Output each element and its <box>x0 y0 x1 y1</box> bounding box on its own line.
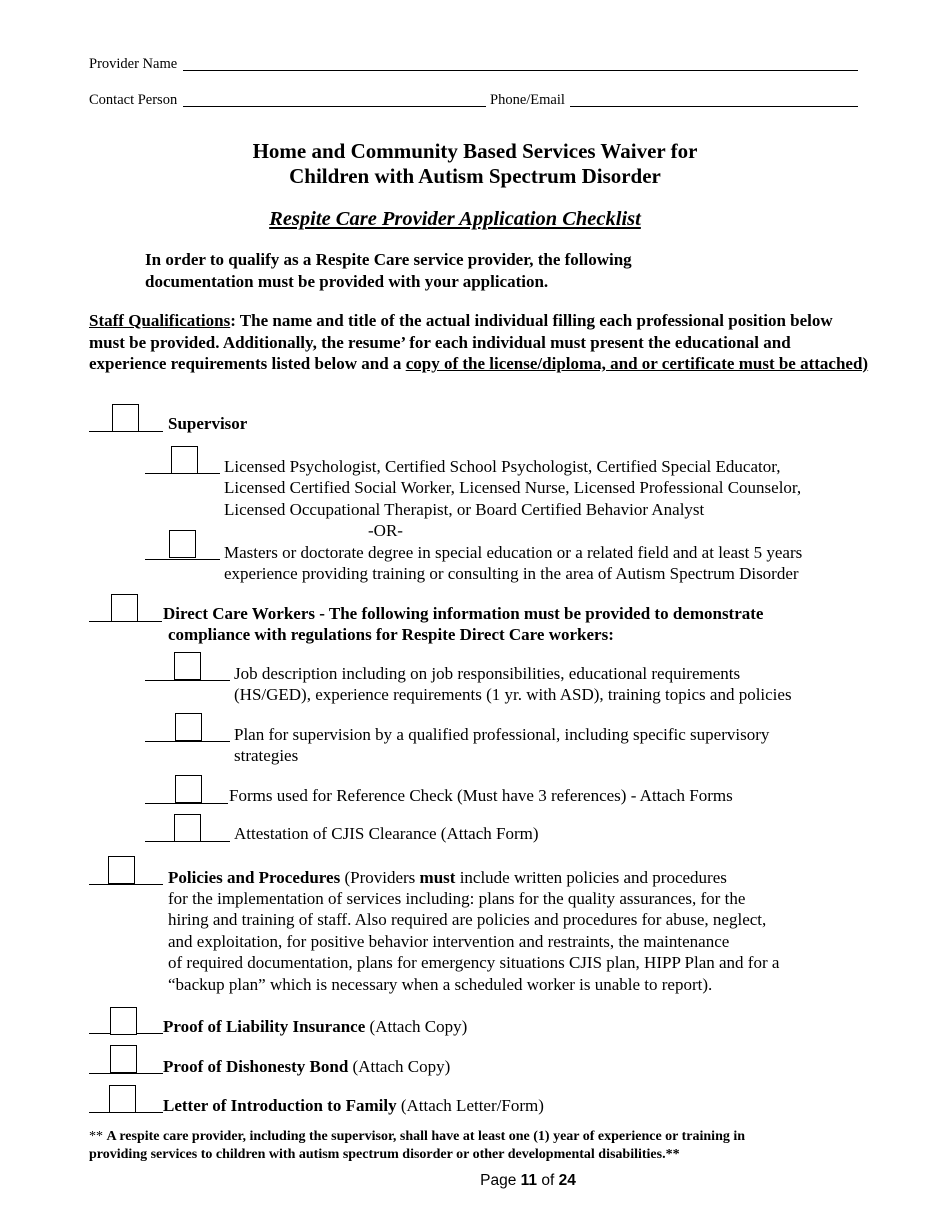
supervisor-option1-line-1: Licensed Psychologist, Certified School Psychologist, Certified Special Educator, <box>224 457 781 476</box>
dc-item4-checkbox[interactable] <box>174 814 201 842</box>
staff-qualifications-paragraph: Staff Qualifications: The name and title of the actual individual filling each professional position below must be provided. Additionally, the resume’ for each individual must present the educational and experience requirements listed below and a copy of the license/diploma, and or certificate must be attached) <box>89 311 869 373</box>
policies-line-2: for the implementation of services including: plans for the quality assurances, for the <box>168 889 746 908</box>
policies-line-4: and exploitation, for positive behavior intervention and restraints, the maintenance <box>168 932 730 951</box>
supervisor-label: Supervisor <box>168 414 248 433</box>
dc-item2-line-1: Plan for supervision by a qualified professional, including specific supervisory <box>234 725 770 744</box>
contact-person-label: Contact Person <box>89 92 178 108</box>
page-number: Page 11 of 24 <box>480 1172 576 1189</box>
policies-line-3: hiring and training of staff. Also required are policies and procedures for abuse, neglect, <box>168 910 767 929</box>
page-title-line-1: Home and Community Based Services Waiver for <box>252 139 698 163</box>
dc-item1-checkbox[interactable] <box>174 652 201 680</box>
provider-name-label: Provider Name <box>89 56 178 72</box>
supervisor-option1-line-3: Licensed Occupational Therapist, or Board Certified Behavior Analyst <box>224 500 705 519</box>
footnote-line-2: providing services to children with autism spectrum disorder or other developmental disabilities.** <box>89 1147 680 1162</box>
footnote: ** A respite care provider, including the supervisor, shall have at least one (1) year of experience or training in <box>89 1129 746 1144</box>
dc-item2-checkbox[interactable] <box>175 713 202 741</box>
dc-item1-line-2: (HS/GED), experience requirements (1 yr. with ASD), training topics and policies <box>234 685 792 704</box>
staff-qualifications-heading: Staff Qualifications <box>89 311 231 330</box>
policies-line-5: of required documentation, plans for emergency situations CJIS plan, HIPP Plan and for a <box>168 953 780 972</box>
phone-email-label: Phone/Email <box>490 92 565 108</box>
supervisor-checkbox[interactable] <box>112 404 139 432</box>
letter-intro-label: Letter of Introduction to Family (Attach Letter/Form) <box>163 1096 544 1115</box>
proof-bond-checkbox[interactable] <box>110 1045 137 1073</box>
proof-bond-blank-line <box>89 1073 163 1074</box>
direct-care-line-1: Direct Care Workers - The following information must be provided to demonstrate <box>163 604 764 623</box>
dc-item4-line-1: Attestation of CJIS Clearance (Attach Form) <box>234 824 539 843</box>
proof-bond-label: Proof of Dishonesty Bond (Attach Copy) <box>163 1057 451 1076</box>
supervisor-option2-line-2: experience providing training or consulting in the area of Autism Spectrum Disorder <box>224 564 799 583</box>
contact-person-field[interactable] <box>183 106 486 107</box>
dc-item3-line-1: Forms used for Reference Check (Must have 3 references) - Attach Forms <box>229 786 733 805</box>
dc-item2-line-2: strategies <box>234 746 299 765</box>
dc-item3-checkbox[interactable] <box>175 775 202 803</box>
page-title-line-2: Children with Autism Spectrum Disorder <box>289 164 661 188</box>
provider-name-field[interactable] <box>183 70 858 71</box>
proof-liability-label: Proof of Liability Insurance (Attach Copy) <box>163 1017 468 1036</box>
proof-liability-checkbox[interactable] <box>110 1007 137 1035</box>
direct-care-line-2: compliance with regulations for Respite Direct Care workers: <box>168 625 614 644</box>
supervisor-or-separator: -OR- <box>368 521 403 540</box>
intro-line-2: documentation must be provided with your application. <box>145 272 549 291</box>
supervisor-option2-line-1: Masters or doctorate degree in special education or a related field and at least 5 years <box>224 543 803 562</box>
policies-line-1: Policies and Procedures (Providers must include written policies and procedures <box>168 868 727 887</box>
supervisor-option1-checkbox[interactable] <box>171 446 198 474</box>
checklist-subtitle: Respite Care Provider Application Checklist <box>269 208 641 230</box>
dc-item2-blank-line <box>145 741 230 742</box>
policies-line-6: “backup plan” which is necessary when a scheduled worker is unable to report). <box>168 975 713 994</box>
dc-item3-blank-line <box>145 803 228 804</box>
supervisor-option1-line-2: Licensed Certified Social Worker, Licensed Nurse, Licensed Professional Counselor, <box>224 478 802 497</box>
supervisor-option2-checkbox[interactable] <box>169 530 196 558</box>
policies-checkbox[interactable] <box>108 856 135 884</box>
dc-item1-blank-line <box>145 680 230 681</box>
dc-item1-line-1: Job description including on job responsibilities, educational requirements <box>234 664 741 683</box>
supervisor-option2-blank-line <box>145 559 220 560</box>
intro-line-1: In order to qualify as a Respite Care service provider, the following <box>145 250 632 269</box>
letter-intro-checkbox[interactable] <box>109 1085 136 1113</box>
phone-email-field[interactable] <box>570 106 858 107</box>
direct-care-checkbox[interactable] <box>111 594 138 622</box>
policies-blank-line <box>89 884 163 885</box>
